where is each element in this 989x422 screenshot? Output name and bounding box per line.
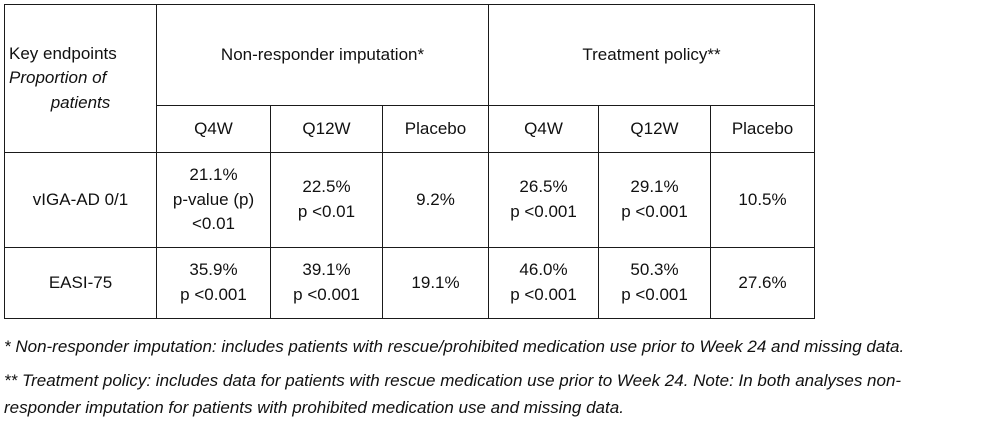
subheader-tp-q4w: Q4W — [489, 106, 599, 153]
cell-pvalue: p <0.001 — [621, 285, 688, 304]
cell-pvalue: p <0.001 — [293, 285, 360, 304]
cell-nri-q12w — [271, 248, 383, 319]
footnote-non-responder-imputation: * Non-responder imputation: includes patients with rescue/prohibited medication use prior to Week 24 and missing data. — [4, 337, 905, 356]
cell-tp-q4w — [489, 248, 599, 319]
cell-pvalue: <0.01 — [191, 214, 235, 234]
cell-pvalue: p <0.001 — [510, 202, 577, 221]
table-row — [5, 153, 815, 248]
cell-value: 21.1% — [189, 165, 238, 185]
header-group-treatment-policy: Treatment policy** — [489, 5, 815, 106]
cell-value: 39.1% — [302, 260, 351, 280]
cell-nri-placebo: 19.1% — [383, 248, 489, 319]
cell-tp-q4w — [489, 153, 599, 248]
cell-pvalue-label: p-value (p) — [172, 189, 255, 209]
cell-value: 22.5% — [302, 177, 351, 197]
header-key-endpoints-line3: patients — [50, 92, 111, 112]
subheader-tp-q12w: Q12W — [599, 106, 711, 153]
cell-value: 29.1% — [630, 177, 679, 197]
efficacy-results-table — [4, 4, 815, 319]
cell-tp-q12w — [599, 153, 711, 248]
subheader-nri-placebo: Placebo — [383, 106, 489, 153]
cell-nri-placebo: 9.2% — [383, 153, 489, 248]
cell-value: 50.3% — [630, 260, 679, 280]
header-group-non-responder-imputation: Non-responder imputation* — [157, 5, 489, 106]
cell-nri-q12w — [271, 153, 383, 248]
cell-tp-placebo: 27.6% — [711, 248, 815, 319]
cell-tp-q12w — [599, 248, 711, 319]
footnotes — [4, 333, 964, 422]
subheader-nri-q12w: Q12W — [271, 106, 383, 153]
table-header-row-groups — [5, 5, 815, 106]
header-key-endpoints-line1: Key endpoints — [9, 43, 117, 63]
cell-value: 46.0% — [519, 260, 568, 280]
cell-nri-q4w — [157, 153, 271, 248]
header-key-endpoints — [5, 5, 157, 153]
cell-pvalue: p <0.01 — [297, 202, 356, 221]
cell-pvalue: p <0.001 — [510, 285, 577, 304]
cell-pvalue: p <0.001 — [621, 202, 688, 221]
table-row — [5, 248, 815, 319]
footnote-treatment-policy: ** Treatment policy: includes data for patients with rescue medication use prior to Week 24. Note: In both analyses non-responder imputation for patients with prohibited medication use and missing data. — [4, 370, 902, 418]
cell-tp-placebo: 10.5% — [711, 153, 815, 248]
header-key-endpoints-line2: Proportion of — [9, 68, 107, 88]
subheader-nri-q4w: Q4W — [157, 106, 271, 153]
cell-nri-q4w — [157, 248, 271, 319]
row-endpoint-label: vIGA-AD 0/1 — [5, 153, 157, 248]
cell-value: 35.9% — [189, 260, 238, 280]
cell-pvalue: p <0.001 — [180, 285, 247, 304]
subheader-tp-placebo: Placebo — [711, 106, 815, 153]
cell-value: 26.5% — [519, 177, 568, 197]
row-endpoint-label: EASI-75 — [5, 248, 157, 319]
